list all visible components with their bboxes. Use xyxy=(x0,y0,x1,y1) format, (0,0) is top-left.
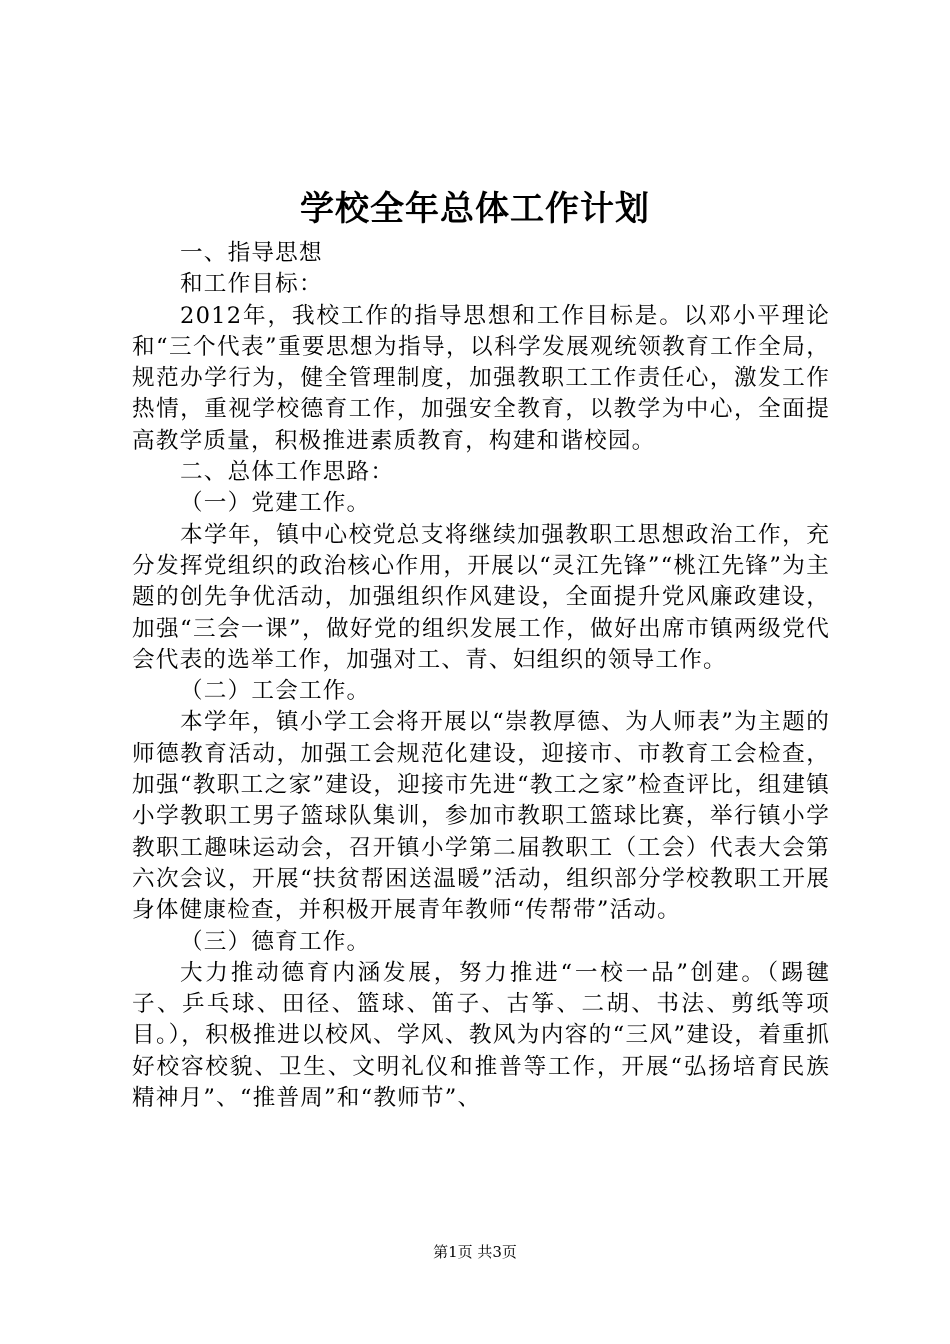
subheading-moral-education: （三）德育工作。 xyxy=(180,928,371,955)
paragraph-guiding-thought: 2012年，我校工作的指导思想和工作目标是。以邓小平理论和“三个代表”重要思想为指导，以科学发展观统领教育工作全局，规范办学行为，健全管理制度，加强教职工工作责任心，激发工作热情，重视学校德育工作，加强安全教育，以教学为中心，全面提高教学质量，积极推进素质教育，构建和谐校园。 xyxy=(132,302,830,454)
document-title: 学校全年总体工作计划 xyxy=(300,189,650,229)
section-heading-work-goals: 和工作目标： xyxy=(180,271,323,298)
document-body xyxy=(132,238,830,1114)
subheading-party-building: （一）党建工作。 xyxy=(180,490,371,517)
paragraph-party-building: 本学年，镇中心校党总支将继续加强教职工思想政治工作，充分发挥党组织的政治核心作用，开展以“灵江先锋”“桃江先锋”为主题的创先争优活动，加强组织作风建设，全面提升党风廉政建设，加强“三会一课”，做好党的组织发展工作，做好出席市镇两级党代会代表的选举工作，加强对工、青、妇组织的领导工作。 xyxy=(132,521,830,673)
section-heading-guiding-thought: 一、指导思想 xyxy=(180,240,323,266)
section-heading-overall-approach: 二、总体工作思路： xyxy=(180,459,395,486)
subheading-union-work: （二）工会工作。 xyxy=(180,678,371,705)
paragraph-moral-education: 大力推动德育内涵发展，努力推进“一校一品”创建。（踢毽子、乒乓球、田径、篮球、笛子、古筝、二胡、书法、剪纸等项目。），积极推进以校风、学风、教风为内容的“三风”建设，着重抓好校容校貌、卫生、文明礼仪和推普等工作，开展“弘扬培育民族精神月”、“推普周”和“教师节”、 xyxy=(132,959,830,1112)
paragraph-union-work: 本学年，镇小学工会将开展以“崇教厚德、为人师表”为主题的师德教育活动，加强工会规范化建设，迎接市、市教育工会检查，加强“教职工之家”建设，迎接市先进“教工之家”检查评比，组建镇小学教职工男子篮球队集训，参加市教职工篮球比赛，举行镇小学教职工趣味运动会，召开镇小学第二届教职工（工会）代表大会第六次会议，开展“扶贫帮困送温暖”活动，组织部分学校教职工开展身体健康检查，并积极开展青年教师“传帮带”活动。 xyxy=(132,709,830,924)
page-footer: 第1页 共3页 xyxy=(433,1243,517,1261)
